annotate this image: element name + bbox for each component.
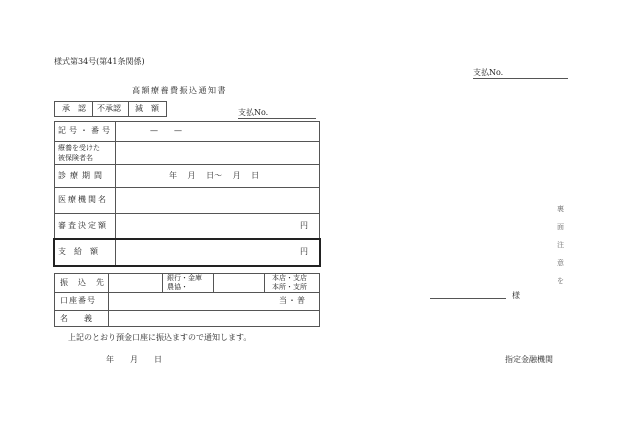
assessed-amount-unit: 円 [300, 221, 308, 230]
code-number-label: 記号・番号 [58, 126, 113, 135]
payment-no-right: 支払No. [473, 69, 568, 79]
payment-amount-unit: 円 [300, 247, 308, 256]
branch-types-1: 本店・支店 [272, 274, 307, 282]
recipient-suffix: 様 [512, 291, 520, 300]
branch-types-2: 本所・支所 [272, 283, 307, 291]
payment-amount-label: 支 給 額 [58, 247, 98, 256]
disapprove-checkbox[interactable]: 不承認 [97, 104, 121, 113]
account-type: 当・普 [279, 296, 306, 305]
approve-checkbox[interactable]: 承 認 [62, 104, 86, 113]
designated-institution: 指定金融機関 [505, 355, 553, 364]
insured-label-2: 被保険者名 [58, 154, 93, 162]
form-title: 高額療養費振込通知書 [132, 86, 227, 95]
bank-types-2: 農協・ [167, 283, 188, 291]
notice-text: 上記のとおり預金口座に振込ますので通知します。 [68, 333, 252, 342]
vertical-char-3: 注 [557, 241, 564, 249]
treatment-period-label: 診療期間 [58, 171, 106, 180]
code-number-value[interactable]: — — [150, 126, 182, 135]
account-number-label: 口座番号 [60, 296, 96, 305]
bank-types-1: 銀行・金庫 [167, 274, 202, 282]
account-name-label: 名 義 [60, 314, 92, 323]
recipient-line [430, 290, 506, 299]
reduce-checkbox[interactable]: 減 額 [135, 104, 159, 113]
date-line: 年 月 日 [106, 355, 162, 364]
payment-no-label: 支払No. [238, 109, 316, 119]
vertical-char-4: 意 [557, 259, 564, 267]
insured-label-1: 療養を受けた [58, 144, 100, 152]
vertical-char-2: 面 [557, 223, 564, 231]
treatment-period-value[interactable]: 年 月 日〜 月 日 [169, 171, 260, 180]
bank-label: 振 込 先 [60, 278, 105, 287]
vertical-char-1: 裏 [557, 205, 564, 213]
form-number: 様式第34号(第41条関係) [54, 57, 145, 66]
vertical-char-5: を [557, 277, 564, 285]
institution-label: 医療機関名 [58, 195, 108, 204]
assessed-amount-label: 審査決定額 [58, 221, 108, 230]
